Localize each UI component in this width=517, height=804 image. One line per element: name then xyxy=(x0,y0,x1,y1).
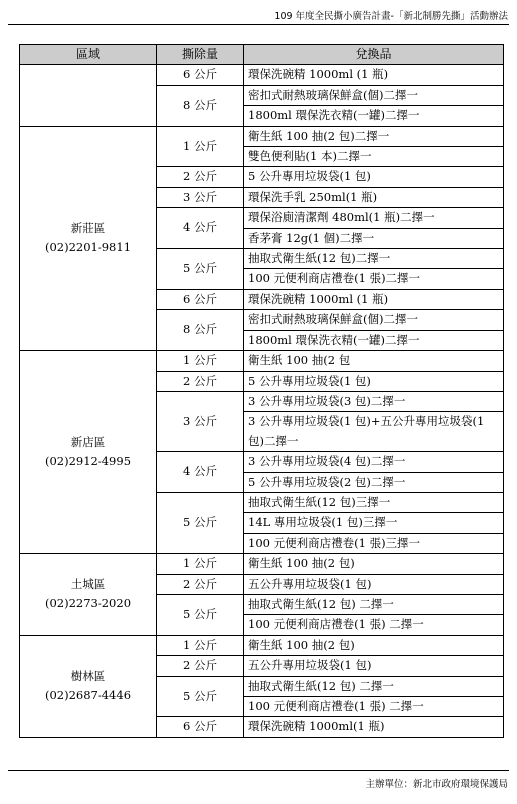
prize-cell: 抽取式衛生紙(12 包)二擇一 xyxy=(244,249,504,269)
prize-cell: 3 公升專用垃圾袋(4 包)二擇一 xyxy=(244,452,504,472)
table-row xyxy=(20,351,504,371)
district-cell xyxy=(20,554,157,636)
prize-cell: 抽取式衛生紙(12 包) 二擇一 xyxy=(244,676,504,696)
table-row xyxy=(20,65,504,85)
prize-cell: 衛生紙 100 抽(2 包) xyxy=(244,554,504,574)
prize-cell: 100 元便利商店禮卷(1 張) 二擇一 xyxy=(244,615,504,635)
weight-cell: 8 公斤 xyxy=(157,310,244,351)
prize-cell: 環保浴廁清潔劑 480ml(1 瓶)二擇一 xyxy=(244,208,504,228)
exchange-table xyxy=(19,44,504,738)
district-name: 新店區 xyxy=(70,434,106,449)
prize-cell: 雙色便利貼(1 本)二擇一 xyxy=(244,147,504,167)
footer-divider xyxy=(8,770,509,771)
prize-cell: 環保洗手乳 250ml(1 瓶) xyxy=(244,187,504,207)
header-divider xyxy=(8,24,509,25)
prize-cell: 100 元便利商店禮卷(1 張)二擇一 xyxy=(244,269,504,289)
prize-cell: 五公升專用垃圾袋(1 包) xyxy=(244,656,504,676)
prize-cell: 5 公升專用垃圾袋(2 包)二擇一 xyxy=(244,472,504,492)
table-header-row xyxy=(20,45,504,65)
prize-cell: 5 公升專用垃圾袋(1 包) xyxy=(244,167,504,187)
prize-cell: 100 元便利商店禮卷(1 張) 二擇一 xyxy=(244,697,504,717)
prize-cell: 衛生紙 100 抽(2 包 xyxy=(244,351,504,371)
table-row xyxy=(20,635,504,655)
weight-cell: 6 公斤 xyxy=(157,289,244,309)
prize-cell: 1800ml 環保洗衣精(一罐)二擇一 xyxy=(244,330,504,350)
weight-cell: 5 公斤 xyxy=(157,676,244,717)
prize-cell: 抽取式衛生紙(12 包) 二擇一 xyxy=(244,594,504,614)
district-name: 新莊區 xyxy=(70,220,106,235)
prize-cell: 1800ml 環保洗衣精(一罐)二擇一 xyxy=(244,106,504,126)
weight-cell: 1 公斤 xyxy=(157,554,244,574)
district-phone: (02)2912-4995 xyxy=(44,454,132,469)
prize-cell: 密扣式耐熱玻璃保鮮盒(個)二擇一 xyxy=(244,310,504,330)
weight-cell: 2 公斤 xyxy=(157,371,244,391)
table-row xyxy=(20,126,504,146)
prize-cell: 抽取式衛生紙(12 包)三擇一 xyxy=(244,492,504,512)
weight-cell: 1 公斤 xyxy=(157,126,244,167)
column-header-district: 區域 xyxy=(20,45,157,65)
organizer-note: 主辦單位：新北市政府環境保護局 xyxy=(365,779,508,790)
district-name: 土城區 xyxy=(70,577,106,592)
weight-cell: 1 公斤 xyxy=(157,635,244,655)
weight-cell: 4 公斤 xyxy=(157,452,244,493)
prize-cell: 環保洗碗精 1000ml(1 瓶) xyxy=(244,717,504,737)
column-header-prize: 兌換品 xyxy=(244,45,504,65)
district-cell xyxy=(20,635,157,737)
prize-cell: 衛生紙 100 抽(2 包)二擇一 xyxy=(244,126,504,146)
weight-cell: 5 公斤 xyxy=(157,594,244,635)
district-name: 樹林區 xyxy=(70,668,106,683)
district-phone: (02)2201-9811 xyxy=(44,240,132,255)
district-cell xyxy=(20,351,157,554)
weight-cell: 6 公斤 xyxy=(157,717,244,737)
weight-cell: 3 公斤 xyxy=(157,187,244,207)
table-body xyxy=(20,65,504,737)
weight-cell: 2 公斤 xyxy=(157,656,244,676)
weight-cell: 5 公斤 xyxy=(157,492,244,553)
prize-cell: 密扣式耐熱玻璃保鮮盒(個)二擇一 xyxy=(244,85,504,105)
prize-cell: 環保洗碗精 1000ml (1 瓶) xyxy=(244,65,504,85)
document-header: 109 年度全民撕小廣告計畫-「新北制勝先撕」活動辦法 xyxy=(274,11,508,22)
prize-cell: 五公升專用垃圾袋(1 包) xyxy=(244,574,504,594)
column-header-weight: 撕除量 xyxy=(157,45,244,65)
table-row xyxy=(20,554,504,574)
prize-cell: 5 公升專用垃圾袋(1 包) xyxy=(244,371,504,391)
weight-cell: 3 公斤 xyxy=(157,391,244,451)
weight-cell: 2 公斤 xyxy=(157,167,244,187)
district-cell xyxy=(20,65,157,126)
prize-cell: 衛生紙 100 抽(2 包) xyxy=(244,635,504,655)
prize-cell: 3 公升專用垃圾袋(1 包)+五公升專用垃圾袋(1 包)二擇一 xyxy=(244,412,504,452)
weight-cell: 8 公斤 xyxy=(157,85,244,126)
weight-cell: 5 公斤 xyxy=(157,249,244,290)
weight-cell: 2 公斤 xyxy=(157,574,244,594)
district-phone: (02)2687-4446 xyxy=(44,688,132,703)
weight-cell: 1 公斤 xyxy=(157,351,244,371)
prize-cell: 3 公升專用垃圾袋(3 包)二擇一 xyxy=(244,391,504,411)
district-cell xyxy=(20,126,157,350)
prize-cell: 環保洗碗精 1000ml (1 瓶) xyxy=(244,289,504,309)
district-phone: (02)2273-2020 xyxy=(44,596,132,611)
weight-cell: 6 公斤 xyxy=(157,65,244,85)
prize-cell: 100 元便利商店禮卷(1 張)三擇一 xyxy=(244,533,504,553)
prize-cell: 14L 專用垃圾袋(1 包)三擇一 xyxy=(244,513,504,533)
weight-cell: 4 公斤 xyxy=(157,208,244,249)
prize-cell: 香茅膏 12g(1 個)二擇一 xyxy=(244,228,504,248)
